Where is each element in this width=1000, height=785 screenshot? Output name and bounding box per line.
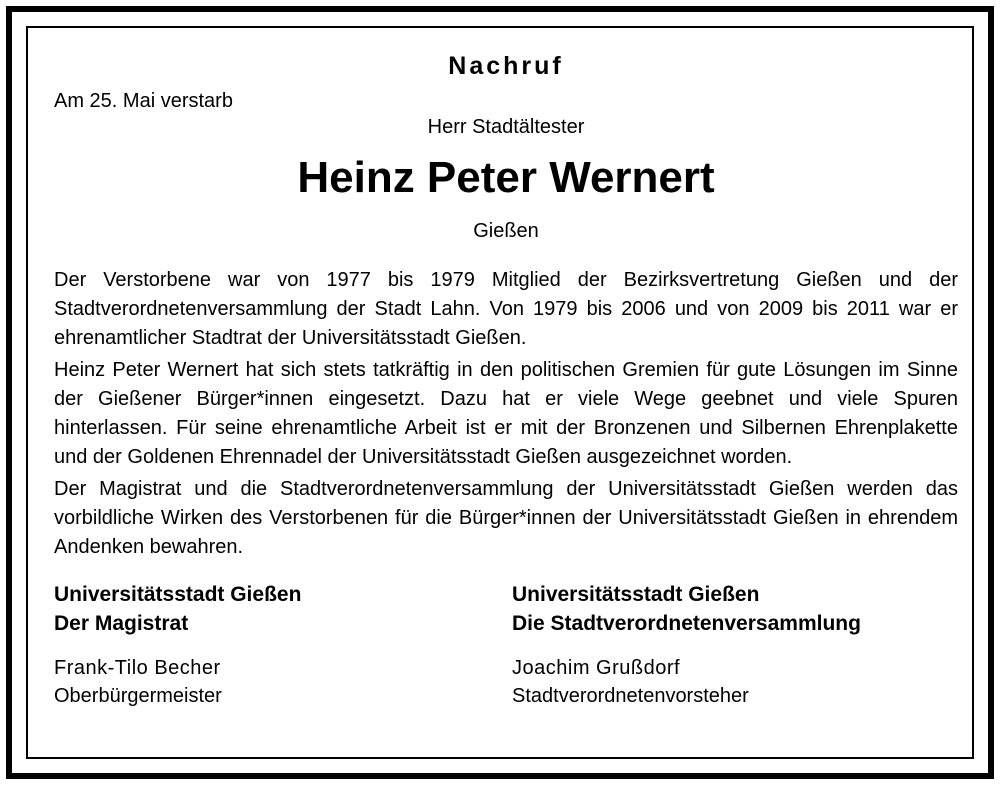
paragraph-merits: Heinz Peter Wernert hat sich stets tatkräftig in den politischen Gremien für gute Lösungen im Sinne der Gießener Bürger*innen eingesetzt. Dazu hat er viele Wege geebnet und viele Spuren hinterlassen. Für seine ehrenamtliche Arbeit ist er mit der Bronzenen und Silbernen Ehrenplakette und der Goldenen Ehrennadel der Universitätsstadt Gießen ausgezeichnet worden. xyxy=(54,359,958,468)
signature-org-body: Die Stadtverordnetenversammlung xyxy=(512,612,861,635)
obituary-content xyxy=(54,50,958,710)
signature-block xyxy=(54,580,958,710)
signature-magistrat xyxy=(54,580,512,710)
obituary-frame xyxy=(6,6,994,779)
notice-heading: Nachruf xyxy=(448,52,564,80)
signature-role: Stadtverordnetenvorsteher xyxy=(512,685,749,707)
signature-person: Joachim Grußdorf xyxy=(512,657,681,679)
signature-org-city: Universitätsstadt Gießen xyxy=(54,583,302,606)
signature-org-body: Der Magistrat xyxy=(54,612,189,635)
deceased-name: Heinz Peter Wernert xyxy=(297,153,715,202)
intro-line: Am 25. Mai verstarb xyxy=(54,90,233,112)
deceased-town: Gießen xyxy=(473,220,539,242)
signature-org-city: Universitätsstadt Gießen xyxy=(512,583,760,606)
signature-stadtverordnetenversammlung xyxy=(512,580,958,710)
signature-person: Frank-Tilo Becher xyxy=(54,657,221,679)
paragraph-remembrance: Der Magistrat und die Stadtverordnetenversammlung der Universitätsstadt Gießen werden das vorbildliche Wirken des Verstorbenen für die Bürger*innen der Universitätsstadt Gießen in ehrendem Andenken bewahren. xyxy=(54,478,958,558)
honorific-title: Herr Stadtältester xyxy=(427,116,585,138)
paragraph-career: Der Verstorbene war von 1977 bis 1979 Mitglied der Bezirksvertretung Gießen und der Stadtverordnetenversammlung der Stadt Lahn. Von 1979 bis 2006 und von 2009 bis 2011 war er ehrenamtlicher Stadtrat der Universitätsstadt Gießen. xyxy=(54,269,958,349)
signature-role: Oberbürgermeister xyxy=(54,685,222,707)
obituary-text xyxy=(54,266,958,562)
